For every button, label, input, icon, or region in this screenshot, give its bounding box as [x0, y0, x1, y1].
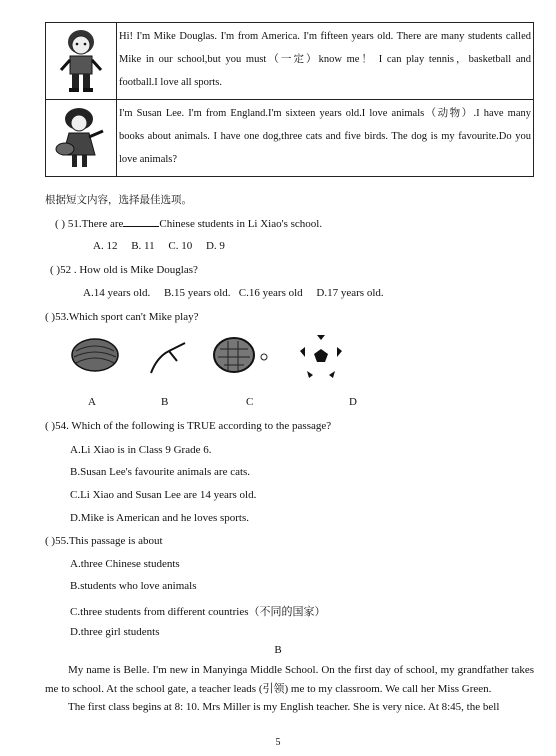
q55-option-c: C.three students from different countries（不同的国家） [70, 606, 326, 618]
q54-option-b: B.Susan Lee's favourite animals are cats. [70, 466, 251, 478]
mike-picture-cell [46, 23, 117, 100]
q53-label-b: B [161, 396, 169, 408]
yarn-ball-icon [70, 337, 120, 378]
passage-paragraph-2: The first class begins at 8: 10. Mrs Miller is my English teacher. She is very nice. At 8:45, the bell [68, 701, 500, 713]
q55-option-b: B.students who love animals [70, 580, 197, 592]
q53-label-d: D [349, 396, 357, 408]
passage-paragraph-1: My name is Belle. I'm new in Manyinga Middle School. On the first day of school, my grandfather takes me to school. At the school gate, a teacher leads (引领) me to my classroom. We call her Miss Green. [45, 664, 534, 695]
question-52: ( )52 . How old is Mike Douglas? [50, 264, 198, 276]
q54-option-a: A.Li Xiao is in Class 9 Grade 6. [70, 444, 212, 456]
q55-option-d: D.three girl students [70, 626, 160, 638]
section-b-heading: B [274, 644, 282, 656]
q51-blank[interactable] [123, 216, 159, 227]
badminton-icon [147, 337, 189, 380]
susan-picture-cell [46, 100, 117, 177]
question-53: ( )53.Which sport can't Mike play? [45, 311, 199, 323]
q53-label-c: C [246, 396, 254, 408]
intro-row-mike [46, 23, 534, 100]
susan-description: I'm Susan Lee. I'm from England.I'm sixteen years old.I love animals（动物）.I have many books about animals. I have one dog,three cats and five birds. The dog is my favourite.Do you love animals? [117, 100, 534, 177]
q51-stem-end: Chinese students in Li Xiao's school. [159, 218, 323, 230]
tennis-icon [210, 333, 272, 384]
question-51 [55, 216, 322, 230]
intro-table [45, 22, 534, 177]
section-b-passage [45, 661, 534, 717]
q51-options: A. 12 B. 11 C. 10 D. 9 [93, 240, 225, 252]
q51-stem: ( ) 51.There are [55, 218, 124, 230]
soccer-ball-icon [297, 331, 345, 386]
q52-options: A.14 years old. B.15 years old. C.16 years old D.17 years old. [83, 287, 384, 299]
q54-option-c: C.Li Xiao and Susan Lee are 14 years old. [70, 489, 257, 501]
boy-figure-icon [46, 23, 116, 99]
q53-label-a: A [88, 396, 96, 408]
q54-option-d: D.Mike is American and he loves sports. [70, 512, 250, 524]
instruction: 根据短文内容，选择最佳选项。 [45, 194, 192, 206]
intro-row-susan [46, 100, 534, 177]
question-54: ( )54. Which of the following is TRUE according to the passage? [45, 420, 332, 432]
girl-figure-icon [46, 100, 116, 176]
mike-description: Hi! I'm Mike Douglas. I'm from America. I'm fifteen years old. There are many students called Mike in our school,but you must（一定）know me！ I can play tennis，basketball and football.I love all sports. [117, 23, 534, 100]
page-number: 5 [275, 737, 281, 748]
q55-option-a: A.three Chinese students [70, 558, 180, 570]
question-55: ( )55.This passage is about [45, 535, 163, 547]
